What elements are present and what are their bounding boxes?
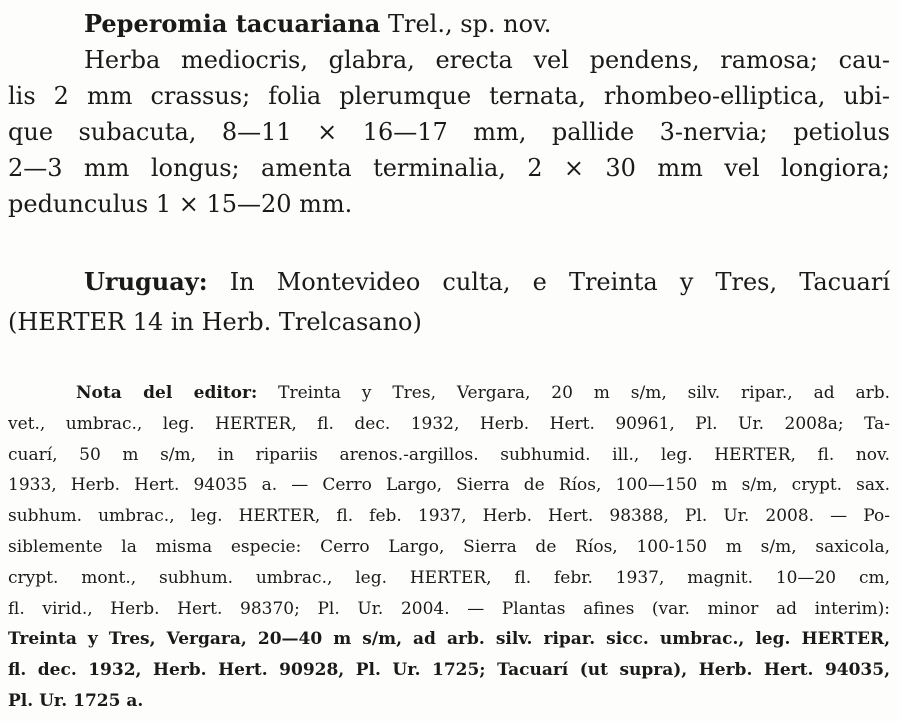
description-line: pedunculus 1 × 15—20 mm. <box>8 190 353 218</box>
species-heading <box>8 6 890 42</box>
note-line: vet., umbrac., leg. HERTER, fl. dec. 1932, Herb. Hert. 90961, Pl. Ur. 2008a; Ta- <box>8 413 890 434</box>
note-bold-line: Pl. Ur. 1725 a. <box>8 690 144 711</box>
species-authority: Trel., sp. nov. <box>380 10 552 38</box>
editor-note <box>8 378 890 717</box>
note-line <box>8 378 890 409</box>
note-line: 1933, Herb. Hert. 94035 a. — Cerro Largo, Sierra de Ríos, 100—150 m s/m, crypt. sax. <box>8 475 890 496</box>
description-line: 2—3 mm longus; amenta terminalia, 2 × 30 mm vel longiora; <box>8 154 890 182</box>
locality-line <box>8 262 890 302</box>
species-name: Peperomia tacuariana <box>84 9 381 38</box>
description-line: lis 2 mm crassus; folia plerumque ternata, rhombeo-elliptica, ubi- <box>8 82 890 110</box>
note-line: siblemente la misma especie: Cerro Largo, Sierra de Ríos, 100-150 m s/m, saxicola, <box>8 536 890 557</box>
note-line: cuarí, 50 m s/m, in ripariis arenos.-argillos. subhumid. ill., leg. HERTER, fl. nov. <box>8 444 890 465</box>
note-bold-line: Treinta y Tres, Vergara, 20—40 m s/m, ad arb. silv. ripar. sicc. umbrac., leg. HERTER, <box>8 629 890 650</box>
note-bold-line: fl. dec. 1932, Herb. Hert. 90928, Pl. Ur. 1725; Tacuarí (ut supra), Herb. Hert. 94035, <box>8 660 890 681</box>
species-description <box>8 42 890 222</box>
species-section <box>8 6 890 222</box>
note-label: Nota del editor: <box>76 383 258 403</box>
note-line: fl. virid., Herb. Hert. 98370; Pl. Ur. 2004. — Plantas afines (var. minor ad interim): <box>8 598 890 619</box>
country-label: Uruguay: <box>84 267 208 296</box>
collector-line: (HERTER 14 in Herb. Trelcasano) <box>8 308 422 336</box>
locality-paragraph <box>8 262 890 342</box>
locality-text: In Montevideo culta, e Treinta y Tres, Tacuarí <box>207 268 890 296</box>
description-line: que subacuta, 8—11 × 16—17 mm, pallide 3-nervia; petiolus <box>8 118 890 146</box>
description-line: Herba mediocris, glabra, erecta vel pendens, ramosa; cau- <box>84 46 890 74</box>
note-line: subhum. umbrac., leg. HERTER, fl. feb. 1937, Herb. Hert. 98388, Pl. Ur. 2008. — Po- <box>8 506 890 527</box>
note-line: crypt. mont., subhum. umbrac., leg. HERTER, fl. febr. 1937, magnit. 10—20 cm, <box>8 567 890 588</box>
editor-note-section <box>8 378 890 717</box>
locality-section <box>8 262 890 342</box>
note-text: Treinta y Tres, Vergara, 20 m s/m, silv. ripar., ad arb. <box>257 383 890 403</box>
